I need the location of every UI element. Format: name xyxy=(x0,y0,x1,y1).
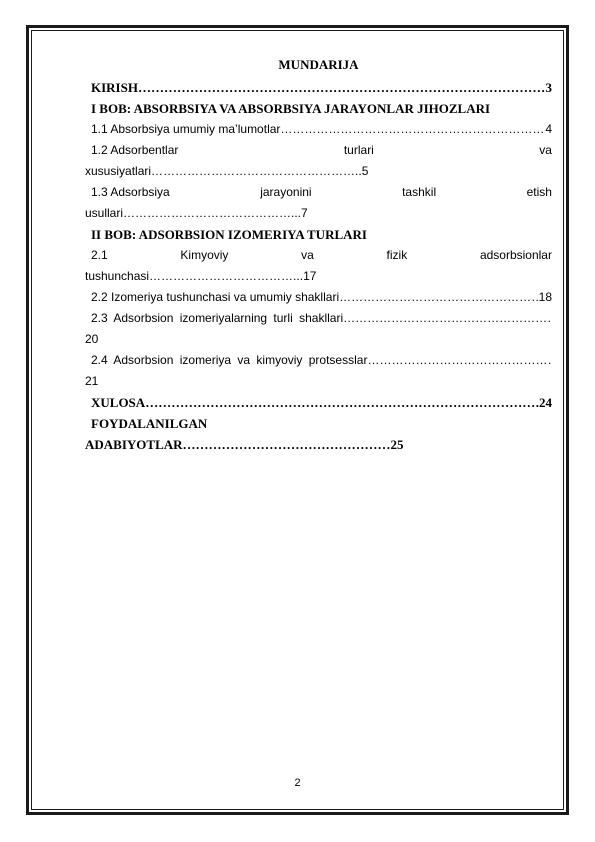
toc-entry-label-cont: tushunchasi xyxy=(85,269,150,283)
toc-entry-2-4[interactable] xyxy=(85,350,552,392)
toc-entry-continuation xyxy=(85,434,552,455)
toc-word: jarayonini xyxy=(260,185,312,199)
toc-word: etish xyxy=(526,185,552,199)
toc-word: Kimyoviy xyxy=(180,248,229,262)
toc-entry-page: 25 xyxy=(390,437,404,452)
toc-entry-label-cont: xususiyatlari xyxy=(85,164,152,178)
toc-entry-xulosa[interactable] xyxy=(85,392,552,413)
toc-dot-leader xyxy=(138,77,546,98)
toc-entry-page: 18 xyxy=(538,290,552,304)
toc-dot-leader xyxy=(280,119,545,140)
toc-entry-page: 21 xyxy=(85,374,99,388)
toc-word: tashkil xyxy=(402,185,437,199)
toc-dot-leader xyxy=(367,350,552,371)
toc-entry-2-2[interactable] xyxy=(85,287,552,308)
toc-entry-label: 2.4 Adsorbsion izomeriya va kimyoviy protsesslar xyxy=(91,353,368,367)
toc-word: va xyxy=(539,143,552,157)
toc-entry-1-2[interactable] xyxy=(85,140,552,182)
toc-word: 1.2 Adsorbentlar xyxy=(91,143,179,157)
toc-dot-leader: ………………………………... xyxy=(149,269,304,283)
toc-entry-label-spread xyxy=(85,140,552,161)
toc-dot-leader xyxy=(343,308,552,329)
toc-word: turlari xyxy=(343,143,374,157)
toc-entry-2-1[interactable] xyxy=(85,245,552,287)
table-of-contents xyxy=(85,56,552,455)
toc-word: 2.1 xyxy=(91,248,108,262)
toc-word: 1.3 Adsorbsiya xyxy=(91,185,170,199)
toc-entry-references[interactable] xyxy=(85,413,552,455)
toc-entry-kirish[interactable] xyxy=(85,77,552,98)
toc-entry-continuation xyxy=(85,203,552,224)
toc-entry-label: 2.2 Izomeriya tushunchasi va umumiy shakllari xyxy=(91,290,340,304)
toc-chapter-label: II BOB: ADSORBSION IZOMERIYA TURLARI xyxy=(91,227,367,242)
toc-entry-label: 2.3 Adsorbsion izomeriyalarning turli shakllari xyxy=(91,311,344,325)
toc-entry-2-3[interactable] xyxy=(85,308,552,350)
toc-entry-label: 1.1 Absorbsiya umumiy ma’lumotlar xyxy=(91,122,281,136)
toc-entry-continuation xyxy=(85,161,552,182)
toc-entry-page: 20 xyxy=(85,332,99,346)
toc-entry-page: 7 xyxy=(301,206,308,220)
toc-word: fizik xyxy=(386,248,408,262)
toc-entry-page: 24 xyxy=(539,395,552,410)
toc-entry-label: KIRISH xyxy=(91,80,138,95)
toc-entry-label-line xyxy=(85,350,552,371)
toc-entry-1-3[interactable] xyxy=(85,182,552,224)
toc-entry-1-1[interactable] xyxy=(85,119,552,140)
toc-word: va xyxy=(301,248,314,262)
toc-entry-label: FOYDALANILGAN xyxy=(91,416,208,431)
toc-chapter-label: I BOB: ABSORBSIYA VA ABSORBSIYA JARAYONLAR JIHOZLARI xyxy=(91,101,491,116)
toc-word: adsorbsionlar xyxy=(479,248,552,262)
toc-dot-leader: ……………………………………... xyxy=(123,206,302,220)
toc-entry-page: 17 xyxy=(303,269,317,283)
toc-dot-leader: …………………………………………….. xyxy=(151,164,362,178)
toc-entry-label-line xyxy=(85,308,552,329)
toc-dot-leader xyxy=(339,287,539,308)
toc-entry-label-spread xyxy=(85,182,552,203)
toc-dot-leader xyxy=(145,392,539,413)
toc-entry-label-cont: usullari xyxy=(85,206,124,220)
toc-entry-continuation xyxy=(85,266,552,287)
toc-entry-page: 3 xyxy=(545,80,552,95)
toc-entry-label-spread xyxy=(85,245,552,266)
toc-entry-page: 5 xyxy=(361,164,369,178)
toc-entry-label-cont: ADABIYOTLAR xyxy=(85,437,183,452)
toc-entry-label: XULOSA xyxy=(91,395,146,410)
toc-title: MUNDARIJA xyxy=(278,57,359,72)
toc-dot-leader: ………………………………………… xyxy=(182,437,391,452)
toc-chapter-1[interactable] xyxy=(85,98,552,119)
toc-entry-page: 4 xyxy=(545,122,552,136)
toc-chapter-2[interactable] xyxy=(85,224,552,245)
page-number: 2 xyxy=(294,777,301,789)
